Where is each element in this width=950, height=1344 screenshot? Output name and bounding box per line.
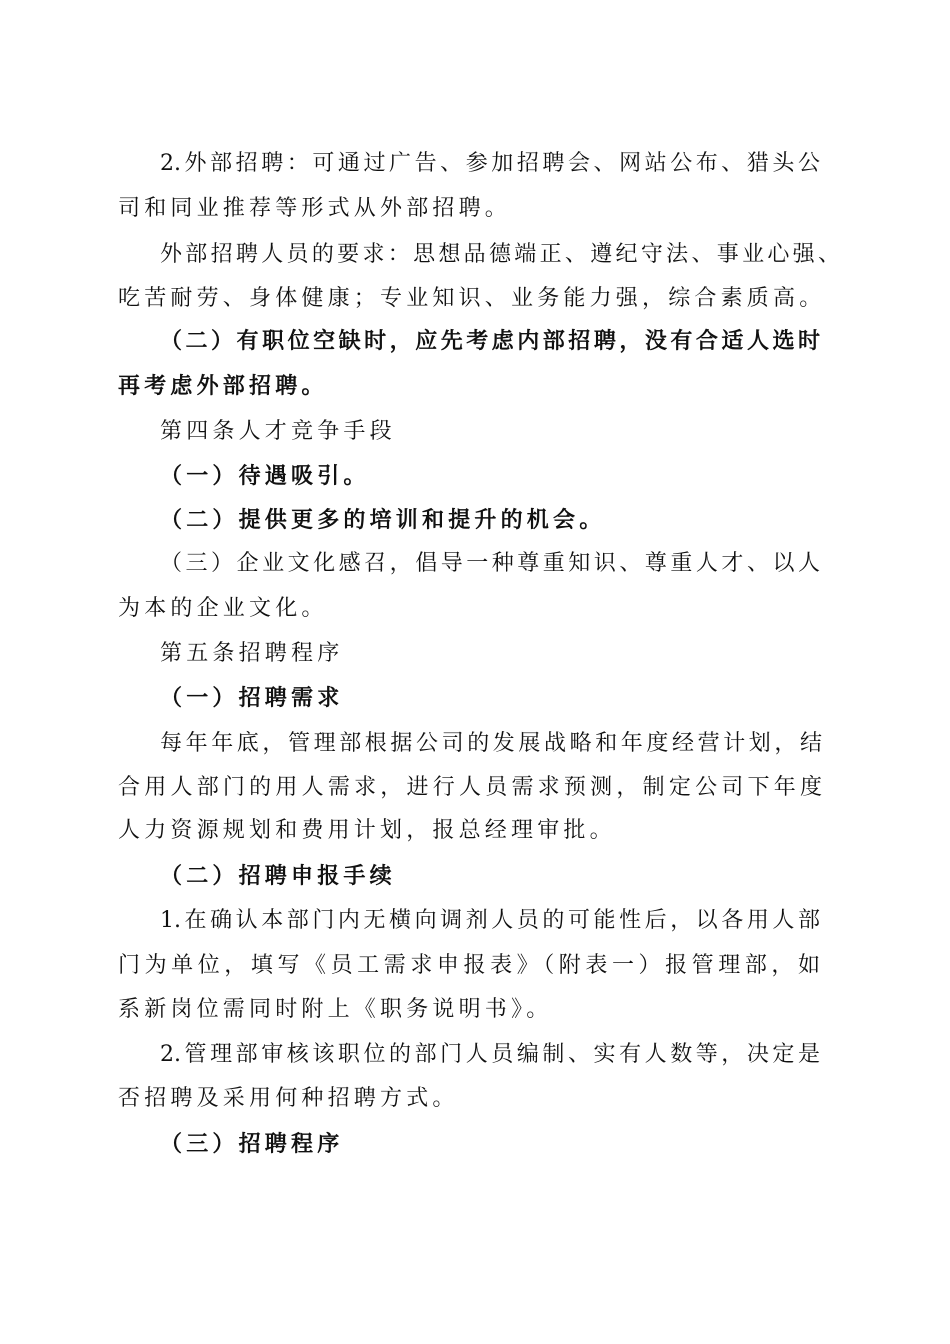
para-demand-line3: 人力资源规划和费用计划，报总经理审批。 xyxy=(118,818,616,843)
section-recruit-demand-heading: （一）招聘需求 xyxy=(160,685,344,711)
section-application-heading: （二）招聘申报手续 xyxy=(160,863,396,889)
article-four-heading: 第四条人才竞争手段 xyxy=(160,419,396,444)
para-demand-line2: 合用人部门的用人需求，进行人员需求预测，制定公司下年度 xyxy=(118,775,822,800)
para-vacancy-line2: 再考虑外部招聘。 xyxy=(118,373,328,399)
article-five-heading: 第五条招聘程序 xyxy=(160,641,344,666)
para-application-2-line1: 2.管理部审核该职位的部门人员编制、实有人数等，决定是 xyxy=(160,1042,820,1067)
para-application-1-line3: 系新岗位需同时附上《职务说明书》。 xyxy=(118,997,553,1022)
para-vacancy-line1: （二）有职位空缺时，应先考虑内部招聘，没有合适人选时 xyxy=(160,328,820,354)
item-training: （二）提供更多的培训和提升的机会。 xyxy=(160,507,606,533)
para-external-recruit-line2: 司和同业推荐等形式从外部招聘。 xyxy=(118,196,512,221)
para-external-requirements-line2: 吃苦耐劳、身体健康；专业知识、业务能力强，综合素质高。 xyxy=(118,286,826,311)
para-application-1-line2: 门为单位，填写《员工需求申报表》（附表一）报管理部，如 xyxy=(118,953,820,978)
section-procedure-heading: （三）招聘程序 xyxy=(160,1131,344,1157)
para-external-requirements-line1: 外部招聘人员的要求：思想品德端正、遵纪守法、事业心强、 xyxy=(160,242,840,267)
para-application-2-line2: 否招聘及采用何种招聘方式。 xyxy=(118,1086,459,1111)
para-external-recruit-line1: 2.外部招聘：可通过广告、参加招聘会、网站公布、猎头公 xyxy=(160,151,820,176)
item-treatment: （一）待遇吸引。 xyxy=(160,463,370,489)
para-application-1-line1: 1.在确认本部门内无横向调剂人员的可能性后，以各用人部 xyxy=(160,908,820,933)
item-culture-line2: 为本的企业文化。 xyxy=(118,596,328,621)
para-demand-line1: 每年年底，管理部根据公司的发展战略和年度经营计划，结 xyxy=(160,731,822,756)
item-culture-line1: （三）企业文化感召，倡导一种尊重知识、尊重人才、以人 xyxy=(160,551,820,576)
